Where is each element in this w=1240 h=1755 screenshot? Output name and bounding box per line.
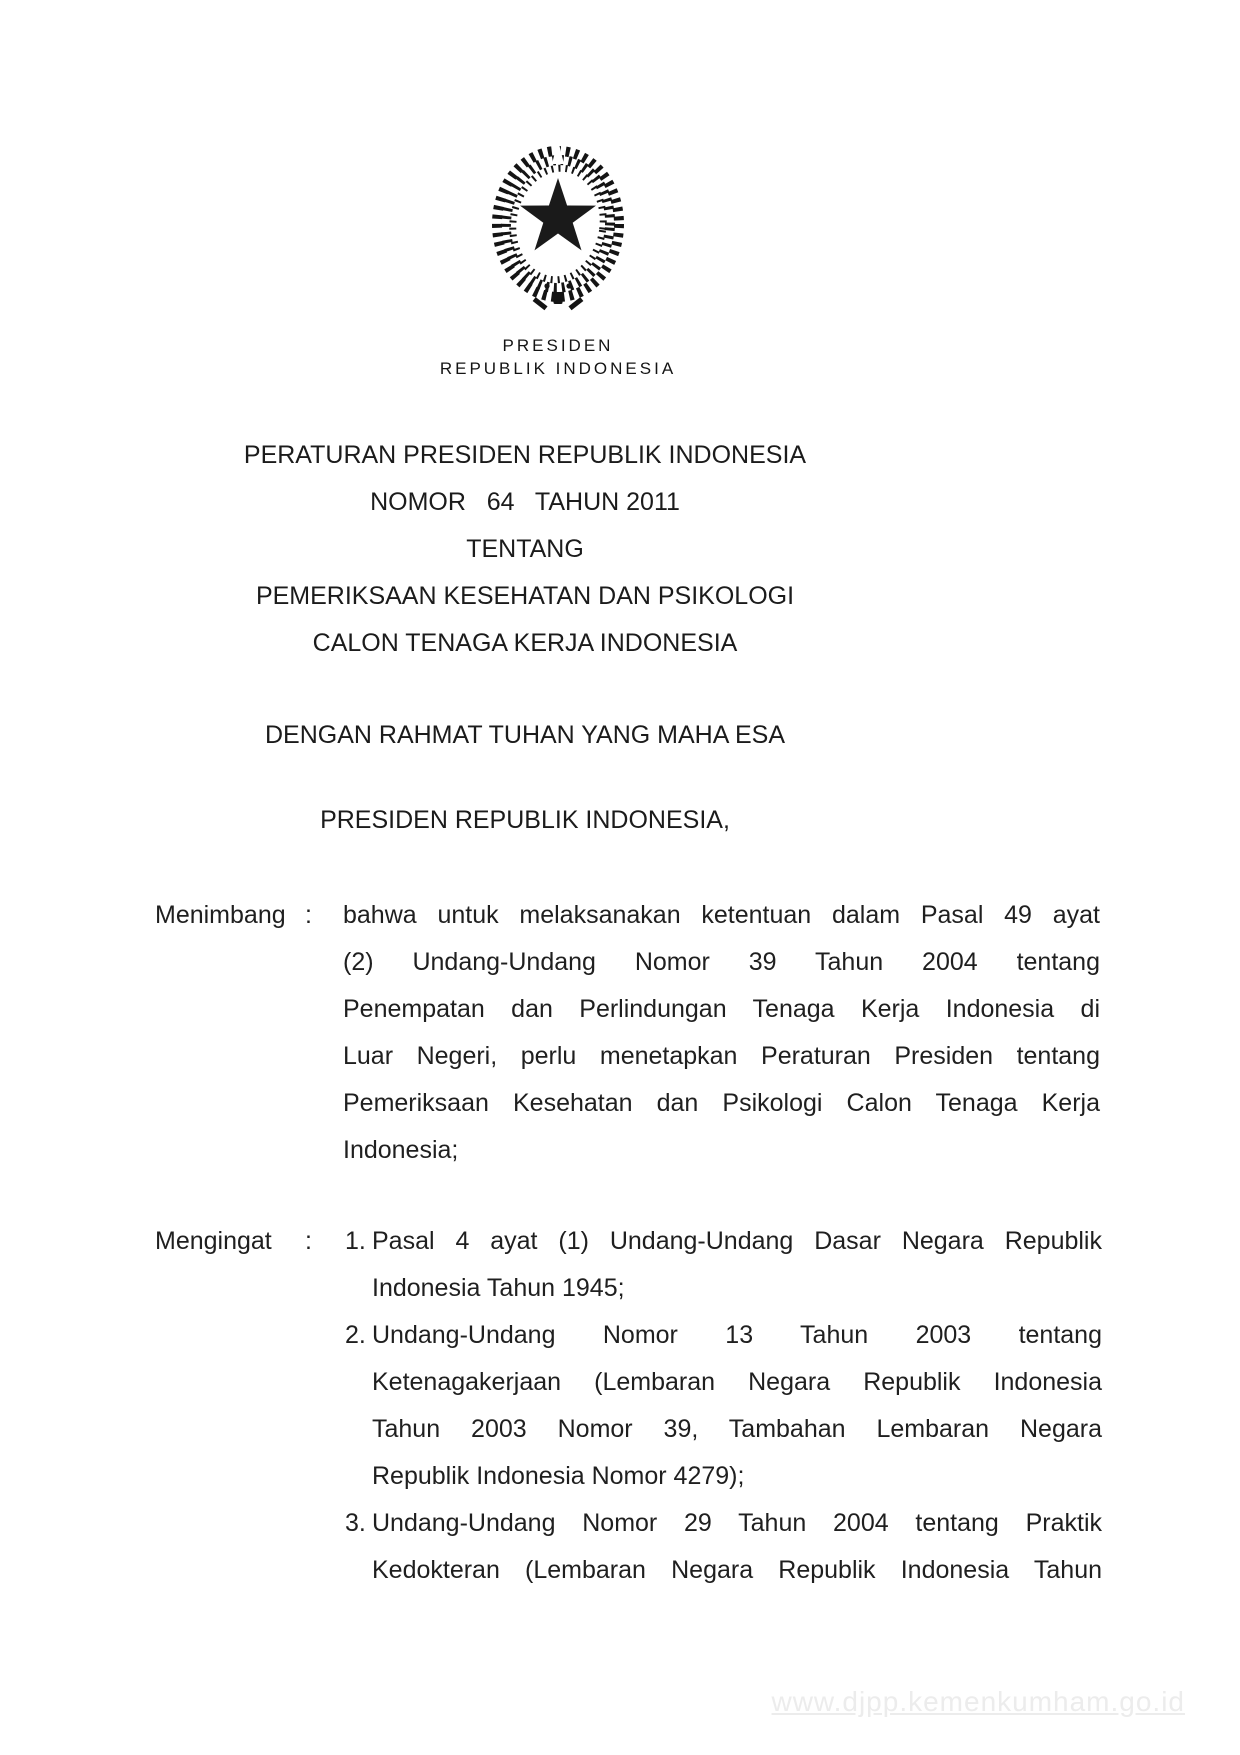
- list-item-number: 1.: [345, 1227, 366, 1255]
- title-line-subject-2: CALON TENAGA KERJA INDONESIA: [312, 629, 738, 657]
- list-item-text: Pasal 4 ayat (1) Undang-Undang Dasar Negara Republik Indonesia Tahun 1945;: [372, 1227, 1102, 1302]
- letterhead: [408, 334, 708, 380]
- section-mengingat: [155, 1218, 1102, 1594]
- site-watermark: www.djpp.kemenkumham.go.id: [771, 1686, 1185, 1717]
- presidential-seal: [483, 136, 633, 321]
- menimbang-label: Menimbang: [155, 901, 286, 929]
- mengingat-label: Mengingat: [155, 1227, 272, 1255]
- title-line-nomor: NOMOR 64 TAHUN 2011: [370, 488, 680, 516]
- title-line-subject-1: PEMERIKSAAN KESEHATAN DAN PSIKOLOGI: [255, 582, 795, 610]
- section-menimbang: [155, 892, 1100, 1174]
- letterhead-republik-indonesia: REPUBLIK INDONESIA: [439, 359, 677, 378]
- menimbang-paragraph: bahwa untuk melaksanakan ketentuan dalam Pasal 49 ayat (2) Undang-Undang Nomor 39 Tahun 2004 tentang Penempatan dan Perlindungan Tenaga Kerja Indonesia di Luar Negeri, perlu menetapkan Peraturan Presiden tentang Pemeriksaan Kesehatan dan Psikologi Calon Tenaga Kerja Indonesia;: [343, 901, 1100, 1164]
- list-item: [345, 1218, 1102, 1312]
- list-item-text: Undang-Undang Nomor 13 Tahun 2003 tentang Ketenagakerjaan (Lembaran Negara Republik Indonesia Tahun 2003 Nomor 39, Tambahan Lembaran Negara Republik Indonesia Nomor 4279);: [372, 1321, 1102, 1490]
- menimbang-colon: :: [305, 901, 312, 929]
- invocation-line: DENGAN RAHMAT TUHAN YANG MAHA ESA: [264, 721, 785, 749]
- list-item-number: 2.: [345, 1321, 366, 1349]
- star-wreath-icon: [483, 136, 633, 321]
- list-item: [345, 1312, 1102, 1500]
- mengingat-colon: :: [305, 1227, 312, 1255]
- list-item: [345, 1500, 1102, 1594]
- list-item-text: Undang-Undang Nomor 29 Tahun 2004 tentang Praktik Kedokteran (Lembaran Negara Republik Indonesia Tahun: [372, 1509, 1102, 1584]
- letterhead-presiden: PRESIDEN: [502, 336, 614, 355]
- mengingat-list: [345, 1218, 1102, 1594]
- title-line-peraturan: PERATURAN PRESIDEN REPUBLIK INDONESIA: [243, 441, 807, 469]
- title-line-tentang: TENTANG: [466, 535, 584, 563]
- salutation-line: PRESIDEN REPUBLIK INDONESIA,: [320, 806, 730, 834]
- list-item-number: 3.: [345, 1509, 366, 1537]
- document-title: [145, 432, 905, 667]
